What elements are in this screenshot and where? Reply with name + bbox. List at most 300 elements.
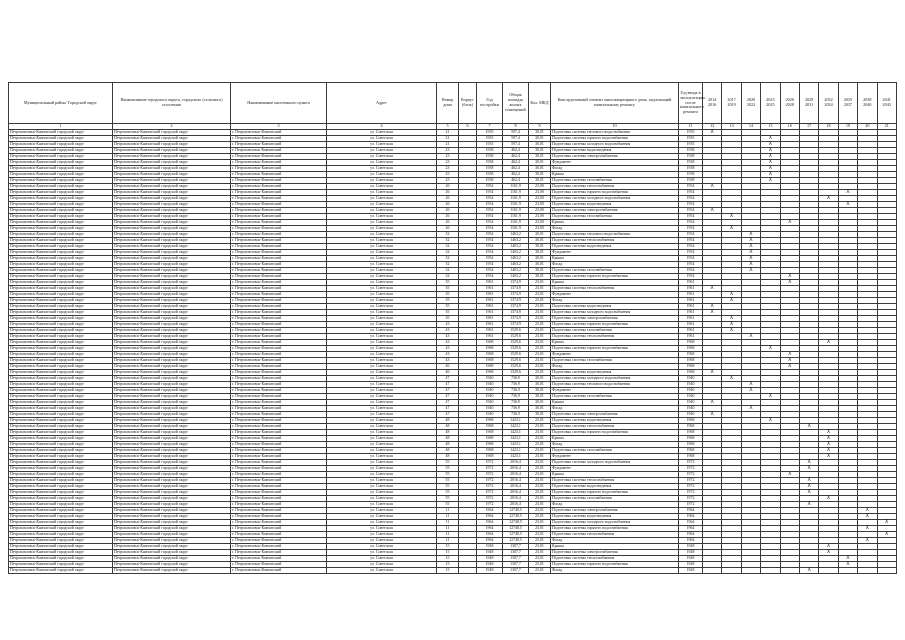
period-mark: X <box>722 322 741 328</box>
table-cell: 1948 <box>477 550 503 556</box>
table-cell: Подготовка системы электроснабжения <box>551 412 679 418</box>
period-mark: X <box>858 526 877 532</box>
table-cell: 55 <box>437 496 459 502</box>
column-header: 2032 2034 <box>819 83 838 124</box>
table-cell: Фундамент <box>551 466 679 472</box>
table-cell: Петропавловск-Камчатский городской округ <box>113 202 231 208</box>
table-cell: г. Петропавловск-Камчатский <box>231 358 327 364</box>
table-cell: Петропавловск-Камчатский городской округ <box>113 232 231 238</box>
table-cell: ул. Советская <box>327 442 437 448</box>
column-number: 18 <box>819 124 838 130</box>
table-cell: ул. Советская <box>327 550 437 556</box>
column-header: Наименование городского округа, городского (сельского) поселения <box>113 83 231 124</box>
period-mark: X <box>780 352 799 358</box>
table-cell: Подготовка системы газоснабжения <box>551 214 679 220</box>
table-cell: 1940 <box>477 394 503 400</box>
table-cell: 23,01 <box>529 364 551 370</box>
table-cell: Подготовка системы теплового водоснабжения <box>551 130 679 136</box>
table-cell: ул. Советская <box>327 310 437 316</box>
table-cell: 43 <box>437 346 459 352</box>
table-cell: г. Петропавловск-Камчатский <box>231 544 327 550</box>
table-cell: 25 <box>437 178 459 184</box>
table-cell: 1961 <box>477 292 503 298</box>
table-cell: 1961 <box>477 310 503 316</box>
table-cell: г. Петропавловск-Камчатский <box>231 208 327 214</box>
table-cell: 1968 <box>679 346 703 352</box>
table-cell: ул. Советская <box>327 214 437 220</box>
table-cell: Подготовка системы холодного водоснабжения <box>551 460 679 466</box>
table-cell: 1954 <box>679 220 703 226</box>
table-cell: Подготовка системы теплоснабжения <box>551 238 679 244</box>
table-cell: 30,01 <box>529 244 551 250</box>
table-cell: Петропавловск-Камчатский городской округ <box>113 454 231 460</box>
table-cell: 23,01 <box>529 316 551 322</box>
table-cell: 1423,1 <box>503 430 529 436</box>
table-cell: Петропавловск-Камчатский городской округ <box>113 556 231 562</box>
table-cell: г. Петропавловск-Камчатский <box>231 166 327 172</box>
column-header: Корпус (блок) <box>459 83 477 124</box>
table-row <box>9 568 897 574</box>
table-cell: 736,9 <box>503 412 529 418</box>
table-cell: Подготовка системы газоснабжения <box>551 328 679 334</box>
table-cell: 48 <box>437 442 459 448</box>
table-cell: 1423,1 <box>503 448 529 454</box>
table-cell: г. Петропавловск-Камчатский <box>231 418 327 424</box>
table-cell: Петропавловск-Камчатский городской округ <box>113 322 231 328</box>
table-cell: 1954 <box>679 274 703 280</box>
table-cell: 1938 <box>679 160 703 166</box>
table-cell: Петропавловск-Камчатский городской округ <box>113 142 231 148</box>
table-cell: Подготовка системы газоснабжения <box>551 394 679 400</box>
table-cell: 1948 <box>679 550 703 556</box>
column-number: 11 <box>679 124 703 130</box>
period-mark: X <box>799 568 818 574</box>
table-cell: Подготовка системы горячего водоснабжения <box>551 274 679 280</box>
table-cell: 1954 <box>477 220 503 226</box>
table-cell: Фундамент <box>551 250 679 256</box>
table-cell: 55 <box>437 484 459 490</box>
table-cell: 1964 <box>477 526 503 532</box>
table-cell: 23,01 <box>529 454 551 460</box>
table-cell: 23,01 <box>529 418 551 424</box>
table-cell: ул. Советская <box>327 556 437 562</box>
table-cell: 47 <box>437 382 459 388</box>
table-cell: 1938 <box>679 172 703 178</box>
table-cell: Петропавловск-Камчатский городской округ <box>9 538 113 544</box>
table-cell: ул. Советская <box>327 514 437 520</box>
table-cell: Петропавловск-Камчатский городской округ <box>113 544 231 550</box>
table-cell: Петропавловск-Камчатский городской округ <box>9 136 113 142</box>
table-cell: ул. Советская <box>327 178 437 184</box>
table-cell: г. Петропавловск-Камчатский <box>231 310 327 316</box>
table-cell: Фундамент <box>551 388 679 394</box>
table-cell: 30,01 <box>529 166 551 172</box>
table-cell: 1938 <box>477 160 503 166</box>
table-cell: ул. Советская <box>327 406 437 412</box>
table-cell: Петропавловск-Камчатский городской округ <box>9 172 113 178</box>
table-cell: ул. Советская <box>327 508 437 514</box>
table-cell: 1972 <box>679 472 703 478</box>
table-cell: 30,01 <box>529 268 551 274</box>
table-cell: 55 <box>437 466 459 472</box>
table-cell: г. Петропавловск-Камчатский <box>231 550 327 556</box>
column-number: 13 <box>722 124 741 130</box>
table-cell: Подготовка системы горячего водоснабжения <box>551 136 679 142</box>
table-cell: 12748,5 <box>503 538 529 544</box>
column-number: 6 <box>459 124 477 130</box>
table-cell: Петропавловск-Камчатский городской округ <box>113 466 231 472</box>
table-cell: Фундамент <box>551 160 679 166</box>
table-cell: 1161,9 <box>503 214 529 220</box>
table-cell: г. Петропавловск-Камчатский <box>231 400 327 406</box>
table-cell: ул. Советская <box>327 160 437 166</box>
table-cell: ул. Советская <box>327 334 437 340</box>
column-number: 19 <box>838 124 857 130</box>
table-cell: 1972 <box>679 502 703 508</box>
table-cell: 1972 <box>477 472 503 478</box>
table-cell: Петропавловск-Камчатский городской округ <box>9 502 113 508</box>
table-cell: Петропавловск-Камчатский городской округ <box>113 376 231 382</box>
table-cell: 23,01 <box>529 298 551 304</box>
column-header: 2038 2040 <box>858 83 877 124</box>
table-cell: 1161,9 <box>503 184 529 190</box>
table-cell: Петропавловск-Камчатский городской округ <box>9 316 113 322</box>
table-cell: 23,01 <box>529 430 551 436</box>
table-cell: Петропавловск-Камчатский городской округ <box>9 472 113 478</box>
table-cell: Петропавловск-Камчатский городской округ <box>9 298 113 304</box>
table-cell: 23,01 <box>529 520 551 526</box>
table-cell: 1307,7 <box>503 556 529 562</box>
table-cell: 12748,5 <box>503 532 529 538</box>
table-cell: 1463,2 <box>503 256 529 262</box>
table-cell: Петропавловск-Камчатский городской округ <box>113 448 231 454</box>
table-cell: 23,01 <box>529 370 551 376</box>
table-cell: 30,01 <box>529 262 551 268</box>
table-body <box>9 130 897 574</box>
period-mark: X <box>761 178 780 184</box>
period-mark: X <box>780 472 799 478</box>
table-cell: Фасад <box>551 262 679 268</box>
table-cell: Петропавловск-Камчатский городской округ <box>9 454 113 460</box>
table-cell: 1961 <box>477 322 503 328</box>
period-mark: X <box>741 262 760 268</box>
period-mark: X <box>703 184 722 190</box>
table-cell: Петропавловск-Камчатский городской округ <box>9 370 113 376</box>
table-cell: Петропавловск-Камчатский городской округ <box>9 202 113 208</box>
table-cell: ул. Советская <box>327 172 437 178</box>
period-mark: X <box>741 406 760 412</box>
table-cell: Петропавловск-Камчатский городской округ <box>9 412 113 418</box>
period-mark: X <box>819 448 838 454</box>
table-cell: Петропавловск-Камчатский городской округ <box>9 256 113 262</box>
table-cell: 736,9 <box>503 382 529 388</box>
table-cell: 1961 <box>477 286 503 292</box>
table-cell: Петропавловск-Камчатский городской округ <box>113 484 231 490</box>
table-cell: 1964 <box>679 538 703 544</box>
table-cell: 1948 <box>679 562 703 568</box>
table-cell: 1463,2 <box>503 238 529 244</box>
table-cell: Петропавловск-Камчатский городской округ <box>9 160 113 166</box>
table-cell: ул. Советская <box>327 130 437 136</box>
table-cell: г. Петропавловск-Камчатский <box>231 412 327 418</box>
table-cell <box>819 568 838 574</box>
table-cell: 1940 <box>477 400 503 406</box>
table-cell: 1954 <box>477 214 503 220</box>
table-cell: Крыша <box>551 544 679 550</box>
table-cell: Петропавловск-Камчатский городской округ <box>113 394 231 400</box>
table-cell: 1968 <box>679 430 703 436</box>
table-cell: 1463,2 <box>503 262 529 268</box>
table-cell: 23,01 <box>529 478 551 484</box>
table-cell: 30,01 <box>529 406 551 412</box>
table-cell: Петропавловск-Камчатский городской округ <box>113 550 231 556</box>
table-cell: Подготовка системы холодного водоснабжения <box>551 520 679 526</box>
table-cell: Петропавловск-Камчатский городской округ <box>113 442 231 448</box>
table-cell: Петропавловск-Камчатский городской округ <box>9 232 113 238</box>
table-cell: 1961 <box>679 334 703 340</box>
column-header: Кол. МКД <box>529 83 551 124</box>
table-cell: 1968 <box>679 448 703 454</box>
period-mark: X <box>761 166 780 172</box>
table-cell: Петропавловск-Камчатский городской округ <box>113 562 231 568</box>
period-mark: X <box>722 214 741 220</box>
table-cell: ул. Советская <box>327 370 437 376</box>
table-cell: Петропавловск-Камчатский городской округ <box>113 508 231 514</box>
period-mark: X <box>819 430 838 436</box>
period-mark: X <box>877 532 896 538</box>
table-cell: 1968 <box>679 442 703 448</box>
table-cell: Крыша <box>551 220 679 226</box>
column-header: Номер дома <box>437 83 459 124</box>
table-cell: 26 <box>437 184 459 190</box>
table-cell: Петропавловск-Камчатский городской округ <box>9 286 113 292</box>
table-cell: 1938 <box>477 178 503 184</box>
table-cell: ул. Советская <box>327 496 437 502</box>
table-cell: 23,00 <box>529 214 551 220</box>
table-cell: 1938 <box>477 166 503 172</box>
table-cell: 1964 <box>477 520 503 526</box>
table-cell: Петропавловск-Камчатский городской округ <box>113 256 231 262</box>
table-cell: 11 <box>437 532 459 538</box>
table-cell: 48 <box>437 436 459 442</box>
table-cell: ул. Советская <box>327 484 437 490</box>
table-cell: 55 <box>437 478 459 484</box>
table-cell: г. Петропавловск-Камчатский <box>231 388 327 394</box>
table-cell: 1948 <box>477 544 503 550</box>
table-cell: г. Петропавловск-Камчатский <box>231 280 327 286</box>
table-cell: 1161,9 <box>503 190 529 196</box>
table-cell: 1161,9 <box>503 196 529 202</box>
table-cell: ул. Советская <box>327 454 437 460</box>
table-cell: 30,01 <box>529 148 551 154</box>
table-cell: 1954 <box>679 232 703 238</box>
period-mark: X <box>780 274 799 280</box>
table-cell: ул. Советская <box>327 346 437 352</box>
table-cell: 1968 <box>477 436 503 442</box>
period-mark: X <box>761 346 780 352</box>
table-cell: 1961 <box>477 316 503 322</box>
table-cell: Петропавловск-Камчатский городской округ <box>113 172 231 178</box>
table-cell: ул. Советская <box>327 322 437 328</box>
table-cell: ул. Советская <box>327 244 437 250</box>
table-cell: 1954 <box>477 232 503 238</box>
table-cell: 1463,2 <box>503 274 529 280</box>
table-cell: 1374,9 <box>503 310 529 316</box>
table-cell <box>741 568 760 574</box>
table-cell: 47 <box>437 394 459 400</box>
table-cell: г. Петропавловск-Камчатский <box>231 196 327 202</box>
table-cell: 1968 <box>477 418 503 424</box>
table-cell: 23,01 <box>529 508 551 514</box>
table-cell: 43 <box>437 322 459 328</box>
table-cell: 462,4 <box>503 160 529 166</box>
table-cell: 1972 <box>477 484 503 490</box>
period-mark: X <box>722 292 741 298</box>
table-cell: 1954 <box>477 256 503 262</box>
table-cell: 23 <box>437 154 459 160</box>
table-cell: Петропавловск-Камчатский городской округ <box>113 388 231 394</box>
table-cell: 1374,9 <box>503 292 529 298</box>
table-cell: 1940 <box>477 382 503 388</box>
column-number: 1 <box>9 124 113 130</box>
table-cell: г. Петропавловск-Камчатский <box>231 178 327 184</box>
table-cell: Подготовка системы водоотведения <box>551 148 679 154</box>
table-cell: 1954 <box>477 262 503 268</box>
table-cell: Петропавловск-Камчатский городской округ <box>113 520 231 526</box>
table-cell: Подготовка системы водоотведения <box>551 418 679 424</box>
table-cell: г. Петропавловск-Камчатский <box>231 490 327 496</box>
period-mark: X <box>799 484 818 490</box>
period-mark: X <box>819 442 838 448</box>
period-mark: X <box>761 160 780 166</box>
table-cell: 1961 <box>477 328 503 334</box>
table-cell: 1938 <box>679 148 703 154</box>
table-cell: 1972 <box>679 466 703 472</box>
table-cell: 2016,4 <box>503 484 529 490</box>
table-cell: 32 <box>437 232 459 238</box>
table-cell: ул. Советская <box>327 250 437 256</box>
table-cell: ул. Советская <box>327 316 437 322</box>
table-cell: 23,01 <box>529 538 551 544</box>
table-cell: г. Петропавловск-Камчатский <box>231 328 327 334</box>
table-cell: 23,01 <box>529 466 551 472</box>
period-mark: X <box>703 400 722 406</box>
table-cell: 1954 <box>679 208 703 214</box>
table-cell: г. Петропавловск-Камчатский <box>231 202 327 208</box>
table-cell: Петропавловск-Камчатский городской округ <box>9 220 113 226</box>
period-mark: X <box>780 220 799 226</box>
table-cell: 1529,6 <box>503 346 529 352</box>
table-cell: 1972 <box>477 478 503 484</box>
table-cell: 1935 <box>477 136 503 142</box>
table-cell: 1961 <box>679 310 703 316</box>
table-cell: 23,01 <box>529 328 551 334</box>
table-cell: 1954 <box>477 244 503 250</box>
table-cell: ул. Советская <box>327 466 437 472</box>
table-cell: Петропавловск-Камчатский городской округ <box>9 424 113 430</box>
table-cell: ул. Советская <box>327 274 437 280</box>
table-cell: Петропавловск-Камчатский городской округ <box>9 544 113 550</box>
table-cell: 1954 <box>679 250 703 256</box>
table-cell: Петропавловск-Камчатский городской округ <box>9 520 113 526</box>
table-cell: 1954 <box>679 214 703 220</box>
table-cell: г. Петропавловск-Камчатский <box>231 142 327 148</box>
table-cell: 462,4 <box>503 178 529 184</box>
table-cell: Подготовка системы газоснабжения <box>551 268 679 274</box>
period-mark: X <box>741 232 760 238</box>
table-cell: Петропавловск-Камчатский городской округ <box>9 208 113 214</box>
table-cell: 1954 <box>477 268 503 274</box>
column-number: 8 <box>503 124 529 130</box>
table-cell: ул. Советская <box>327 472 437 478</box>
table-cell: Петропавловск-Камчатский городской округ <box>113 304 231 310</box>
table-cell: 1954 <box>477 190 503 196</box>
table-cell: Петропавловск-Камчатский городской округ <box>113 262 231 268</box>
table-cell: 1972 <box>477 460 503 466</box>
period-mark: X <box>819 496 838 502</box>
table-cell: г. Петропавловск-Камчатский <box>231 136 327 142</box>
table-cell: г. Петропавловск-Камчатский <box>231 250 327 256</box>
table-cell: 48 <box>437 454 459 460</box>
table-cell: 32 <box>437 250 459 256</box>
table-cell: 23 <box>437 160 459 166</box>
table-cell: г. Петропавловск-Камчатский <box>231 538 327 544</box>
table-cell: 12748,5 <box>503 508 529 514</box>
table-cell: Подготовка системы газоснабжения <box>551 496 679 502</box>
table-cell: 1972 <box>679 460 703 466</box>
table-cell: г. Петропавловск-Камчатский <box>231 322 327 328</box>
table-cell: 30,01 <box>529 394 551 400</box>
table-cell: ул. Советская <box>327 166 437 172</box>
table-cell: 1968 <box>477 358 503 364</box>
table-cell: Петропавловск-Камчатский городской округ <box>113 502 231 508</box>
table-cell: ул. Советская <box>327 358 437 364</box>
table-cell: Петропавловск-Камчатский городской округ <box>9 280 113 286</box>
table-cell: Подготовка системы холодного водоснабжения <box>551 310 679 316</box>
table-cell: 1940 <box>679 412 703 418</box>
table-cell: Крыша <box>551 340 679 346</box>
table-cell: Петропавловск-Камчатский городской округ <box>9 178 113 184</box>
table-cell: 1938 <box>477 148 503 154</box>
table-cell: 736,9 <box>503 400 529 406</box>
period-mark: X <box>819 196 838 202</box>
table-cell: г. Петропавловск-Камчатский <box>231 238 327 244</box>
table-cell: 15 <box>437 562 459 568</box>
table-cell: Подготовка системы электроснабжения <box>551 154 679 160</box>
table-cell: 21 <box>437 130 459 136</box>
table-cell: г. Петропавловск-Камчатский <box>231 424 327 430</box>
table-cell: 1961 <box>679 322 703 328</box>
table-cell: 23,01 <box>529 562 551 568</box>
period-mark: X <box>741 388 760 394</box>
period-mark: X <box>858 508 877 514</box>
table-cell: 2016,4 <box>503 496 529 502</box>
table-cell: 23,01 <box>529 442 551 448</box>
table-cell: г. Петропавловск-Камчатский <box>231 352 327 358</box>
table-cell: Фасад <box>551 226 679 232</box>
column-header: 2035 2037 <box>838 83 857 124</box>
table-cell: 1972 <box>477 490 503 496</box>
table-cell: г. Петропавловск-Камчатский <box>231 220 327 226</box>
table-cell: Крыша <box>551 280 679 286</box>
table-cell: Петропавловск-Камчатский городской округ <box>113 370 231 376</box>
table-cell: Петропавловск-Камчатский городской округ <box>9 364 113 370</box>
table-cell: 1968 <box>679 370 703 376</box>
table-cell: г. Петропавловск-Камчатский <box>231 430 327 436</box>
table-cell: 462,4 <box>503 154 529 160</box>
period-mark: X <box>722 328 741 334</box>
table-cell: 23,01 <box>529 490 551 496</box>
